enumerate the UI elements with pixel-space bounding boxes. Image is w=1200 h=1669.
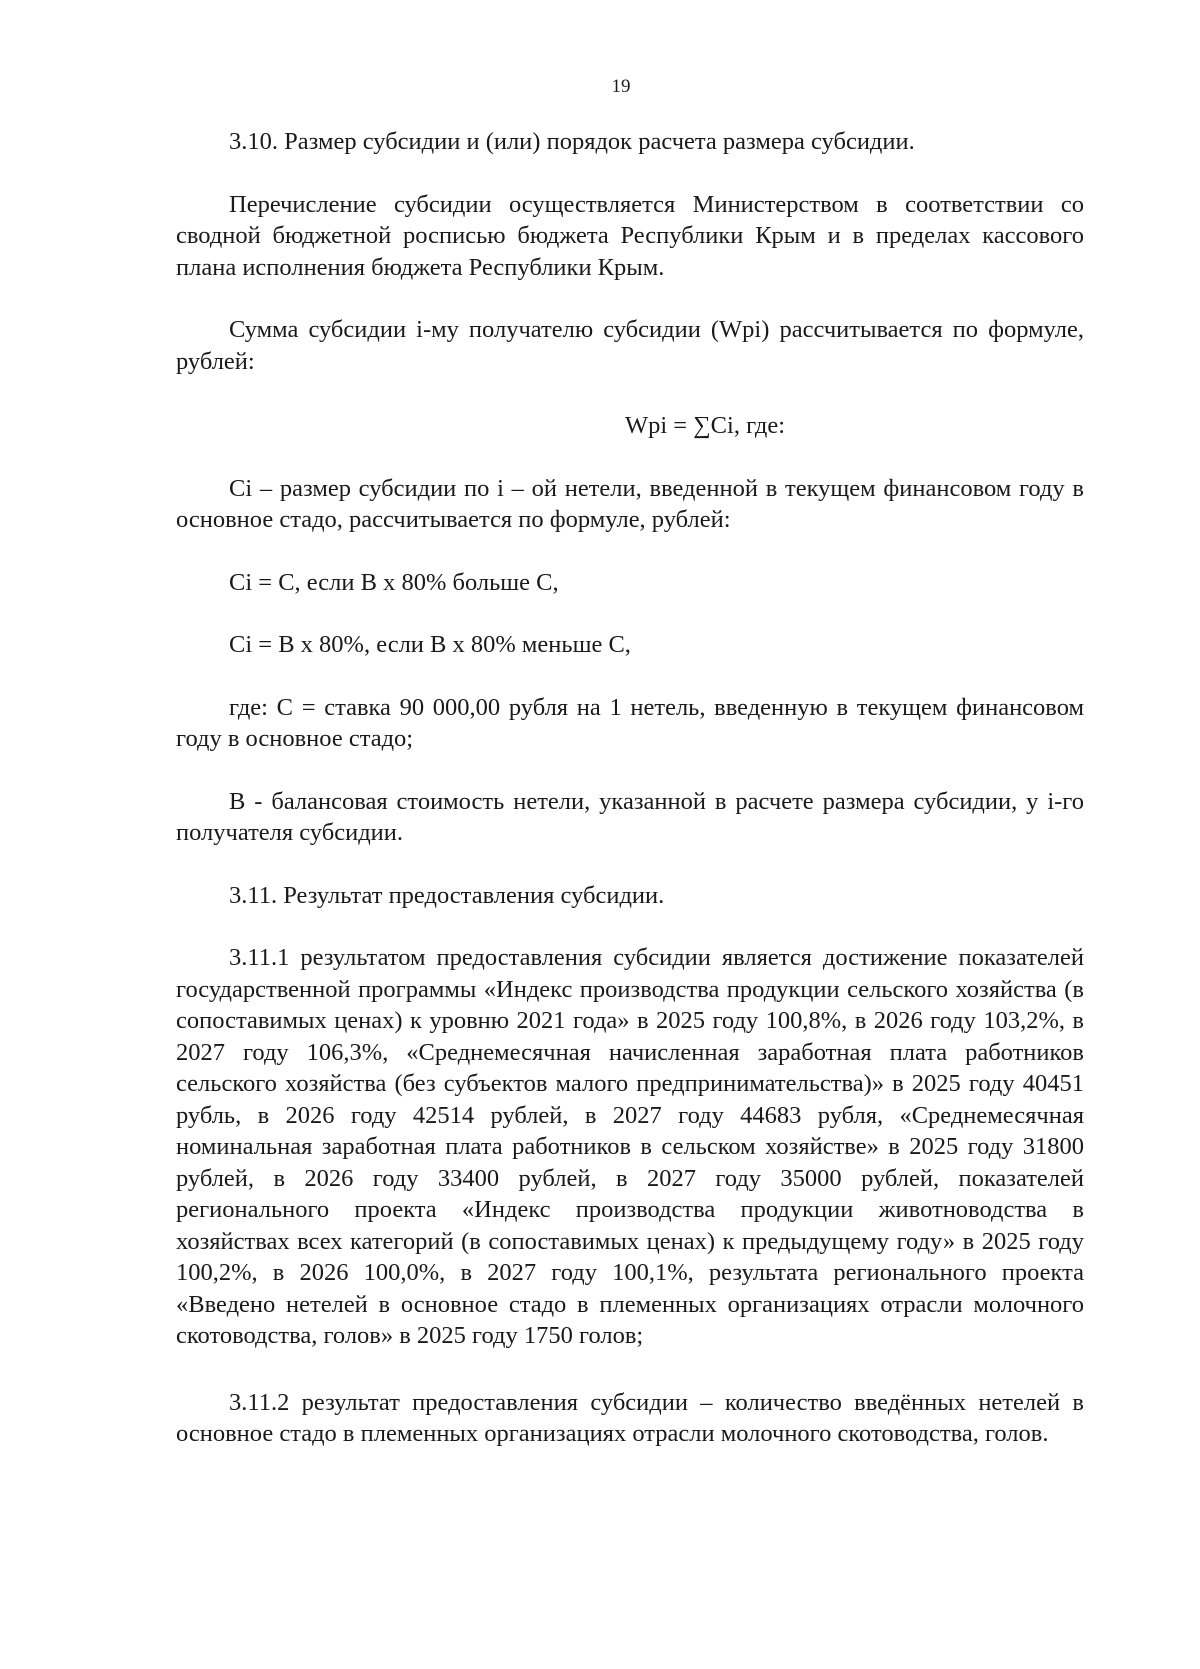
formula-wpi: Wpi = ∑Ci, где:: [624, 412, 786, 439]
paragraph-ci-definition: Ci – размер субсидии по i – ой нетели, введенной в текущем финансовом году в основное стадо, рассчитывается по формуле, рублей:: [176, 474, 1084, 533]
formula-ci-case-1: Ci = C, если B x 80% больше C,: [229, 568, 559, 596]
formula-ci-case-2: Ci = B x 80%, если B x 80% меньше C,: [229, 631, 631, 658]
section-heading-3-10: 3.10. Размер субсидии и (или) порядок расчета размера субсидии.: [229, 128, 915, 155]
paragraph-b-definition: B - балансовая стоимость нетели, указанной в расчете размера субсидии, у i-го получателя субсидии.: [176, 787, 1084, 846]
paragraph-c-rate: где: C = ставка 90 000,00 рубля на 1 нетель, введенную в текущем финансовом году в основное стадо;: [176, 693, 1084, 752]
paragraph-3-11-1: 3.11.1 результатом предоставления субсидии является достижение показателей государственной программы «Индекс производства продукции сельского хозяйства (в сопоставимых ценах) к уровню 2021 года» в 2025 году 100,8%, в 2026 году 103,2%, в 2027 году 106,3%, «Среднемесячная начисленная заработная плата работников сельского хозяйства (без субъектов малого предпринимательства)» в 2025 году 40451 рубль, в 2026 году 42514 рублей, в 2027 году 44683 рубля, «Среднемесячная номинальная заработная плата работников в сельском хозяйстве» в 2025 году 31800 рублей, в 2026 году 33400 рублей, в 2027 году 35000 рублей, показателей регионального проекта «Индекс производства продукции животноводства в хозяйствах всех категорий (в сопоставимых ценах) к предыдущему году» в 2025 году 100,2%, в 2026 100,0%, в 2027 году 100,1%, результата регионального проекта «Введено нетелей в основное стадо в племенных организациях отрасли молочного скотоводства, голов» в 2025 году 1750 голов;: [176, 944, 1084, 1349]
paragraph-transfer: Перечисление субсидии осуществляется Министерством в соответствии со сводной бюджетной росписью бюджета Республики Крым и в пределах кассового плана исполнения бюджета Республики Крым.: [176, 190, 1084, 281]
paragraph-3-11-2: 3.11.2 результат предоставления субсидии – количество введённых нетелей в основное стадо в племенных организациях отрасли молочного скотоводства, голов.: [176, 1388, 1084, 1447]
page-number: 19: [611, 76, 631, 97]
section-heading-3-11: 3.11. Результат предоставления субсидии.: [229, 881, 665, 909]
paragraph-sum-formula-intro: Сумма субсидии i-му получателю субсидии (Wpi) рассчитывается по формуле, рублей:: [176, 316, 1084, 375]
document-body: [176, 126, 1084, 1450]
